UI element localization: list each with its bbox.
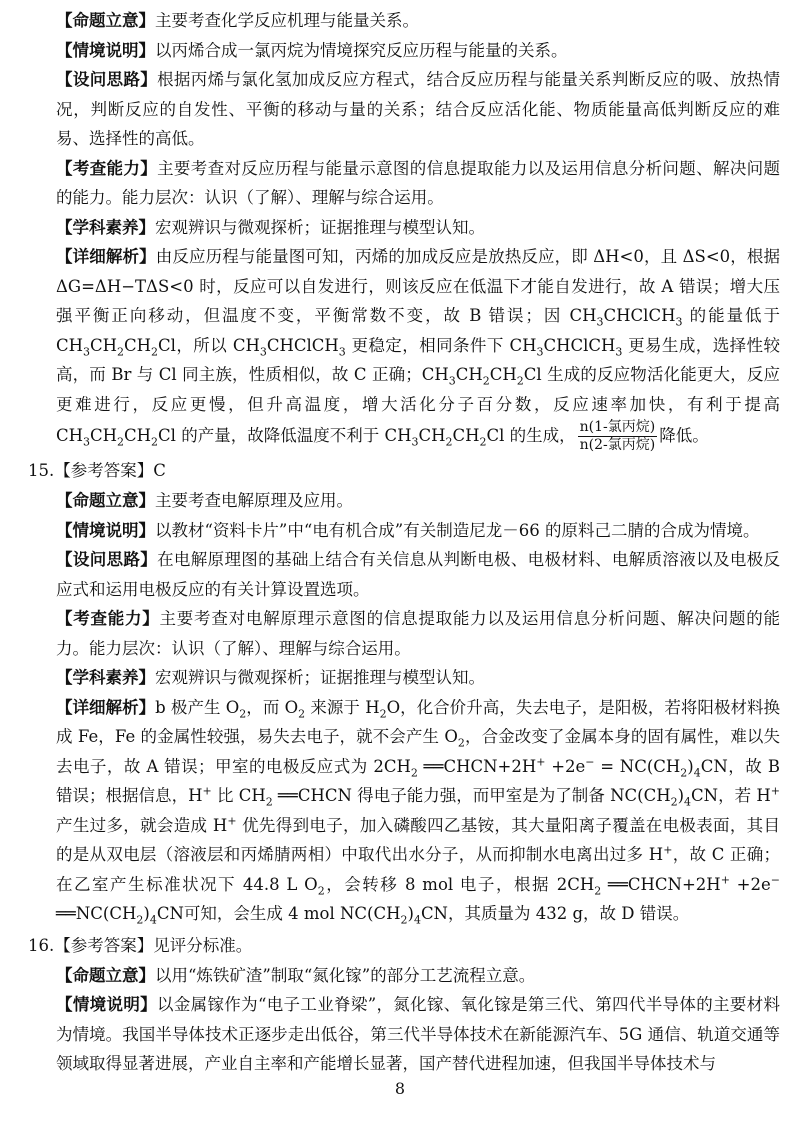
s15-question-design bbox=[28, 545, 780, 604]
s14-intent bbox=[28, 6, 780, 36]
text: b 极产生 O bbox=[155, 697, 240, 717]
text: CH bbox=[124, 335, 152, 355]
subscript: 3 bbox=[83, 435, 91, 449]
text: 主要考查电解原理及应用。 bbox=[155, 491, 353, 510]
text: +2e bbox=[545, 756, 586, 776]
subscript: 3 bbox=[536, 344, 544, 358]
subscript: 2 bbox=[136, 913, 144, 927]
subscript: 2 bbox=[410, 765, 418, 779]
s15-analysis bbox=[28, 693, 780, 929]
text: 宏观辨识与微观探析；证据推理与模型认知。 bbox=[155, 217, 485, 237]
text: CHClCH bbox=[603, 306, 676, 325]
text: 优先得到电子，加入磷酸四乙基铵，其大量阳离子覆盖在电极表面，其目的是从双电层（溶液层和丙烯腈两相）中取代出水分子，从而抑制水电离出过多 H bbox=[56, 815, 780, 864]
subscript: 2 bbox=[594, 883, 602, 897]
superscript: + bbox=[663, 843, 673, 857]
label: 【详细解析】 bbox=[56, 697, 156, 717]
text: CH bbox=[418, 426, 446, 445]
text: 的能量低于 CH bbox=[56, 306, 780, 355]
text: 更易生成，选择性较高，而 Br 与 Cl 同主族，性质相似，故 C 正确；CH bbox=[56, 335, 780, 384]
s14-ability bbox=[28, 154, 780, 213]
text: ，故 C 正确；在乙室产生标准状况下 44.8 L O bbox=[56, 845, 780, 894]
subscript: 2 bbox=[400, 913, 408, 927]
subscript: 2 bbox=[317, 883, 325, 897]
text: 主要考查化学反应机理与能量关系。 bbox=[155, 11, 419, 30]
text: CN，故 B 错误；根据信息，H bbox=[56, 756, 780, 805]
text: CH bbox=[455, 365, 483, 384]
text: ) bbox=[687, 756, 694, 776]
subscript: 2 bbox=[379, 706, 387, 720]
text: 在电解原理图的基础上结合有关信息从判断电极、电极材料、电解质溶液以及电极反应式和运用电极反应的有关计算设置选项。 bbox=[56, 550, 781, 599]
text: O，化合价升高，失去电子，是阳极，若将阳极材料换成 Fe，Fe 的金属性较强，易失去电子，就不会产生 O bbox=[56, 697, 780, 746]
subscript: 2 bbox=[117, 435, 125, 449]
text: Cl 的生成， bbox=[486, 426, 576, 445]
text: 降低。 bbox=[659, 426, 709, 445]
text: CH bbox=[452, 426, 480, 445]
s16-context bbox=[28, 990, 780, 1079]
subscript: 3 bbox=[596, 315, 604, 329]
text: CH bbox=[124, 426, 152, 445]
subscript: 3 bbox=[259, 344, 267, 358]
text: Cl 的产量，故降低温度不利于 CH bbox=[158, 426, 412, 445]
subscript: 3 bbox=[411, 435, 419, 449]
text: 以丙烯合成一氯丙烷为情境探究反应历程与能量的关系。 bbox=[155, 40, 568, 60]
fraction bbox=[578, 419, 658, 454]
subscript: 2 bbox=[457, 736, 465, 750]
subscript: 2 bbox=[482, 374, 490, 388]
text: 由反应历程与能量图可知，丙烯的加成反应是放热反应，即 ΔH<0，且 ΔS<0，根据ΔG=ΔH−TΔS<0 时，反应可以自发进行，则该反应在低温下才能自发进行，故 A 错误；增大压强平衡正向移动，但温度不变，平衡常数不变，故 B 错误；因 CH bbox=[56, 247, 780, 325]
text: ，而 O bbox=[246, 697, 299, 717]
text: 主要考查对电解原理示意图的信息提取能力以及运用信息分析问题、解决问题的能力。能力层次：认识（了解）、理解与综合运用。 bbox=[56, 609, 781, 658]
text: 更稳定，相同条件下 CH bbox=[345, 335, 537, 355]
text: CHClCH bbox=[543, 335, 616, 355]
s14-context bbox=[28, 36, 780, 66]
text: = NC(CH bbox=[594, 756, 681, 776]
superscript: + bbox=[536, 755, 546, 768]
subscript: 2 bbox=[298, 706, 306, 720]
s15-literacy bbox=[28, 663, 780, 693]
subscript: 4 bbox=[413, 913, 421, 927]
label: 【考查能力】 bbox=[56, 158, 158, 178]
subscript: 3 bbox=[83, 344, 91, 358]
text: 以教材“资料卡片”中“电有机合成”有关制造尼龙－66 的原料己二腈的合成为情境。 bbox=[155, 520, 760, 540]
text: ══CHCN+2H bbox=[417, 756, 537, 776]
text: CHClCH bbox=[266, 335, 339, 355]
subscript: 2 bbox=[151, 435, 159, 449]
s16-answer-heading: 16.【参考答案】见评分标准。 bbox=[28, 935, 253, 955]
label: 【情境说明】 bbox=[56, 995, 157, 1014]
fraction-numerator: n(1-氯丙烷) bbox=[579, 419, 656, 435]
subscript: 3 bbox=[338, 344, 346, 358]
text: CN可知，会生成 4 mol NC(CH bbox=[156, 904, 401, 923]
label: 【学科素养】 bbox=[56, 668, 155, 687]
superscript: + bbox=[227, 814, 237, 827]
text: ) bbox=[677, 786, 685, 805]
superscript: − bbox=[770, 873, 780, 886]
text: ，会转移 8 mol 电子，根据 2CH bbox=[324, 874, 595, 894]
text: 宏观辨识与微观探析；证据推理与模型认知。 bbox=[155, 668, 485, 687]
text: +2e bbox=[729, 874, 771, 894]
label: 【考查能力】 bbox=[56, 609, 160, 628]
subscript: 4 bbox=[693, 765, 701, 779]
text: ══CHCN+2H bbox=[601, 874, 721, 894]
page-content bbox=[28, 6, 780, 1079]
text: ══NC(CH bbox=[56, 904, 137, 923]
label: 【命题立意】 bbox=[56, 491, 155, 510]
subscript: 2 bbox=[479, 435, 487, 449]
text: Cl 生成的反应物活化能更大，反应更难进行，反应更慢，但升高温度，增大活化分子百分数，反应速率加快，有利于提高 CH bbox=[56, 365, 780, 445]
text: 以金属镓作为“电子工业脊梁”，氮化镓、氧化镓是第三代、第四代半导体的主要材料为情境。我国半导体技术正逐步走出低谷，第三代半导体技术在新能源汽车、5G 通信、轨道交通等领域取得显著进展，产业自主率和产能增长显著，国产替代进程加速，但我国半导体技术与 bbox=[56, 995, 781, 1073]
text: ══CHCN 得电子能力强，而甲室是为了制备 NC(CH bbox=[272, 786, 671, 805]
s15-ability bbox=[28, 604, 780, 663]
s14-analysis bbox=[28, 242, 780, 454]
subscript: 2 bbox=[680, 765, 688, 779]
superscript: − bbox=[585, 755, 595, 768]
label: 【详细解析】 bbox=[56, 247, 156, 266]
fraction-denominator: n(2-氯丙烷) bbox=[579, 437, 656, 453]
subscript: 3 bbox=[448, 374, 456, 388]
label: 【情境说明】 bbox=[56, 520, 155, 540]
s14-question-design bbox=[28, 65, 780, 154]
text: 以用“炼铁矿渣”制取“氮化镓”的部分工艺流程立意。 bbox=[155, 965, 536, 985]
text: 来源于 H bbox=[305, 697, 380, 717]
s14-literacy bbox=[28, 213, 780, 243]
subscript: 2 bbox=[151, 344, 159, 358]
subscript: 2 bbox=[516, 374, 524, 388]
superscript: + bbox=[202, 784, 212, 798]
subscript: 2 bbox=[670, 795, 678, 809]
label: 【情境说明】 bbox=[56, 40, 155, 60]
label: 【设问思路】 bbox=[56, 70, 158, 89]
text: CN，若 H bbox=[691, 786, 771, 805]
text: CN，其质量为 432 g，故 D 错误。 bbox=[420, 904, 690, 923]
text: CH bbox=[90, 335, 118, 355]
subscript: 2 bbox=[265, 795, 273, 809]
subscript: 2 bbox=[239, 706, 247, 720]
text: ) bbox=[407, 904, 414, 923]
s15-intent bbox=[28, 486, 780, 516]
subscript: 2 bbox=[445, 435, 453, 449]
text: 主要考查对反应历程与能量示意图的信息提取能力以及运用信息分析问题、解决问题的能力。能力层次：认识（了解）、理解与综合运用。 bbox=[56, 158, 781, 207]
label: 【设问思路】 bbox=[56, 550, 158, 569]
s15-answer-heading: 15.【参考答案】C bbox=[28, 461, 166, 480]
page-number: 8 bbox=[394, 1079, 406, 1098]
superscript: + bbox=[720, 873, 730, 886]
subscript: 4 bbox=[684, 795, 692, 809]
s16-intent bbox=[28, 961, 780, 991]
subscript: 4 bbox=[149, 913, 157, 927]
text: 产生过多，就会造成 H bbox=[56, 815, 228, 835]
subscript: 3 bbox=[615, 344, 623, 358]
text: CH bbox=[90, 426, 118, 445]
text: ，合金改变了金属本身的固有属性，难以失去电子，故 A 错误；甲室的电极反应式为 2CH bbox=[56, 727, 781, 776]
s15-context bbox=[28, 516, 780, 546]
text: CH bbox=[489, 365, 517, 384]
text: ) bbox=[143, 904, 150, 923]
text: Cl，所以 CH bbox=[158, 335, 260, 355]
text: 根据丙烯与氯化氢加成反应方程式，结合反应历程与能量关系判断反应的吸、放热情况，判断反应的自发性、平衡的移动与量的关系；结合反应活化能、物质能量高低判断反应的难易、选择性的高低。 bbox=[56, 70, 781, 148]
superscript: + bbox=[770, 784, 781, 798]
text: 比 CH bbox=[211, 786, 266, 805]
subscript: 3 bbox=[675, 315, 683, 329]
label: 【命题立意】 bbox=[56, 965, 155, 985]
label: 【命题立意】 bbox=[56, 11, 155, 30]
label: 【学科素养】 bbox=[56, 217, 155, 237]
subscript: 2 bbox=[117, 344, 125, 358]
